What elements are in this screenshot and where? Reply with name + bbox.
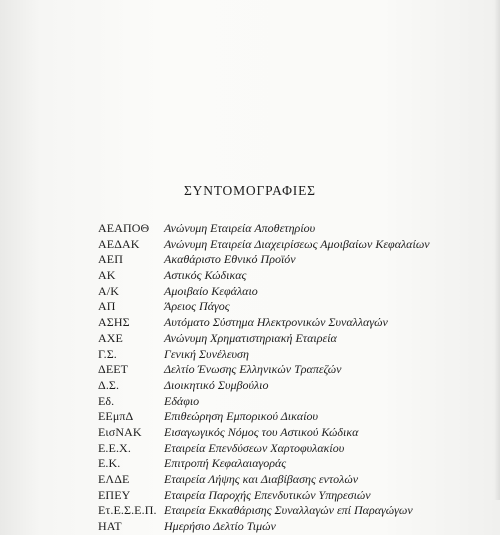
abbreviation-term: Δ.Σ. xyxy=(98,377,120,392)
abbreviation-term: Α/Κ xyxy=(98,283,119,298)
abbreviation-row xyxy=(98,221,430,237)
abbreviation-term: Ε.Ε.Χ. xyxy=(98,440,131,455)
abbreviation-row xyxy=(98,268,430,284)
abbreviation-row xyxy=(98,488,430,504)
abbreviation-definition: Εταιρεία Λήψης και Διαβίβασης εντολών xyxy=(164,472,359,486)
abbreviation-row xyxy=(98,299,430,315)
abbreviation-term: ΗΑΤ xyxy=(98,519,122,534)
abbreviation-term: Εδ. xyxy=(98,393,115,408)
abbreviation-definition: Ανώνυμη Εταιρεία Αποθετηρίου xyxy=(164,221,316,235)
abbreviation-term: ΕΛΔΕ xyxy=(98,472,130,486)
abbreviation-definition: Εταιρεία Εκκαθάρισης Συναλλαγών επί Παραγώγων xyxy=(164,503,413,518)
abbreviation-definition: Αμοιβαίο Κεφάλαιο xyxy=(164,283,258,298)
abbreviation-definition: Εδάφιο xyxy=(164,393,200,408)
abbreviation-term: ΑΠ xyxy=(98,299,116,314)
abbreviation-definition: Εισαγωγικός Νόμος του Αστικού Κώδικα xyxy=(164,424,359,439)
page-heading: ΣΥΝΤΟΜΟΓΡΑΦΙΕΣ xyxy=(184,183,316,198)
abbreviation-term: Γ.Σ. xyxy=(98,346,117,361)
abbreviation-row xyxy=(98,409,430,425)
abbreviation-term: Ε.Κ. xyxy=(98,456,121,471)
abbreviation-definition: Αυτόματο Σύστημα Ηλεκτρονικών Συναλλαγών xyxy=(164,315,388,330)
abbreviation-term: ΑΚ xyxy=(98,268,116,283)
abbreviation-definition: Ανώνυμη Εταιρεία Διαχειρίσεως Αμοιβαίων Κεφαλαίων xyxy=(164,236,430,251)
abbreviation-term: ΑΕΑΠΟΘ xyxy=(98,221,150,235)
abbreviation-term: ΑΕΔΑΚ xyxy=(98,236,140,251)
abbreviation-row xyxy=(98,315,430,331)
abbreviation-term: ΑΣΗΣ xyxy=(98,315,130,330)
abbreviation-row xyxy=(98,252,430,268)
abbreviation-definition: Ακαθάριστο Εθνικό Προϊόν xyxy=(164,252,296,267)
abbreviation-row xyxy=(98,394,430,410)
abbreviation-row xyxy=(98,519,430,535)
abbreviation-definition: Αστικός Κώδικας xyxy=(164,268,247,283)
abbreviation-definition: Εταιρεία Επενδύσεων Χαρτοφυλακίου xyxy=(164,440,345,455)
abbreviation-row xyxy=(98,425,430,441)
abbreviation-row xyxy=(98,472,430,488)
abbreviation-list xyxy=(98,221,430,535)
abbreviation-row xyxy=(98,331,430,347)
abbreviation-row xyxy=(98,362,430,378)
abbreviation-term: ΑΕΠ xyxy=(98,252,123,267)
abbreviation-definition: Άρειος Πάγος xyxy=(164,299,230,314)
abbreviation-definition: Δελτίο Ένωσης Ελληνικών Τραπεζών xyxy=(164,362,342,377)
abbreviation-definition: Διοικητικό Συμβούλιο xyxy=(164,377,269,392)
abbreviation-definition: Επιθεώρηση Εμπορικού Δικαίου xyxy=(164,409,319,424)
abbreviation-definition: Γενική Συνέλευση xyxy=(164,346,249,361)
abbreviation-term: ΕΠΕΥ xyxy=(98,487,131,502)
abbreviation-row xyxy=(98,378,430,394)
page-edge-shadow xyxy=(494,0,500,500)
abbreviation-term: ΑΧΕ xyxy=(98,330,123,345)
abbreviation-row xyxy=(98,284,430,300)
abbreviation-definition: Επιτροπή Κεφαλαιαγοράς xyxy=(164,456,287,471)
abbreviation-term: ΕισΝΑΚ xyxy=(98,424,142,439)
abbreviation-definition: Εταιρεία Παροχής Επενδυτικών Υπηρεσιών xyxy=(164,487,371,502)
abbreviation-row xyxy=(98,237,430,253)
abbreviation-row xyxy=(98,503,430,519)
abbreviation-row xyxy=(98,441,430,457)
abbreviation-definition: Ανώνυμη Χρηματιστηριακή Εταιρεία xyxy=(164,330,337,345)
abbreviation-row xyxy=(98,456,430,472)
abbreviation-term: ΕΕμπΔ xyxy=(98,409,134,424)
abbreviation-term: ΔΕΕΤ xyxy=(98,362,129,377)
abbreviation-term: Ετ.Ε.Σ.Ε.Π. xyxy=(98,503,157,518)
abbreviation-row xyxy=(98,347,430,363)
abbreviation-definition: Ημερήσιο Δελτίο Τιμών xyxy=(164,519,276,534)
